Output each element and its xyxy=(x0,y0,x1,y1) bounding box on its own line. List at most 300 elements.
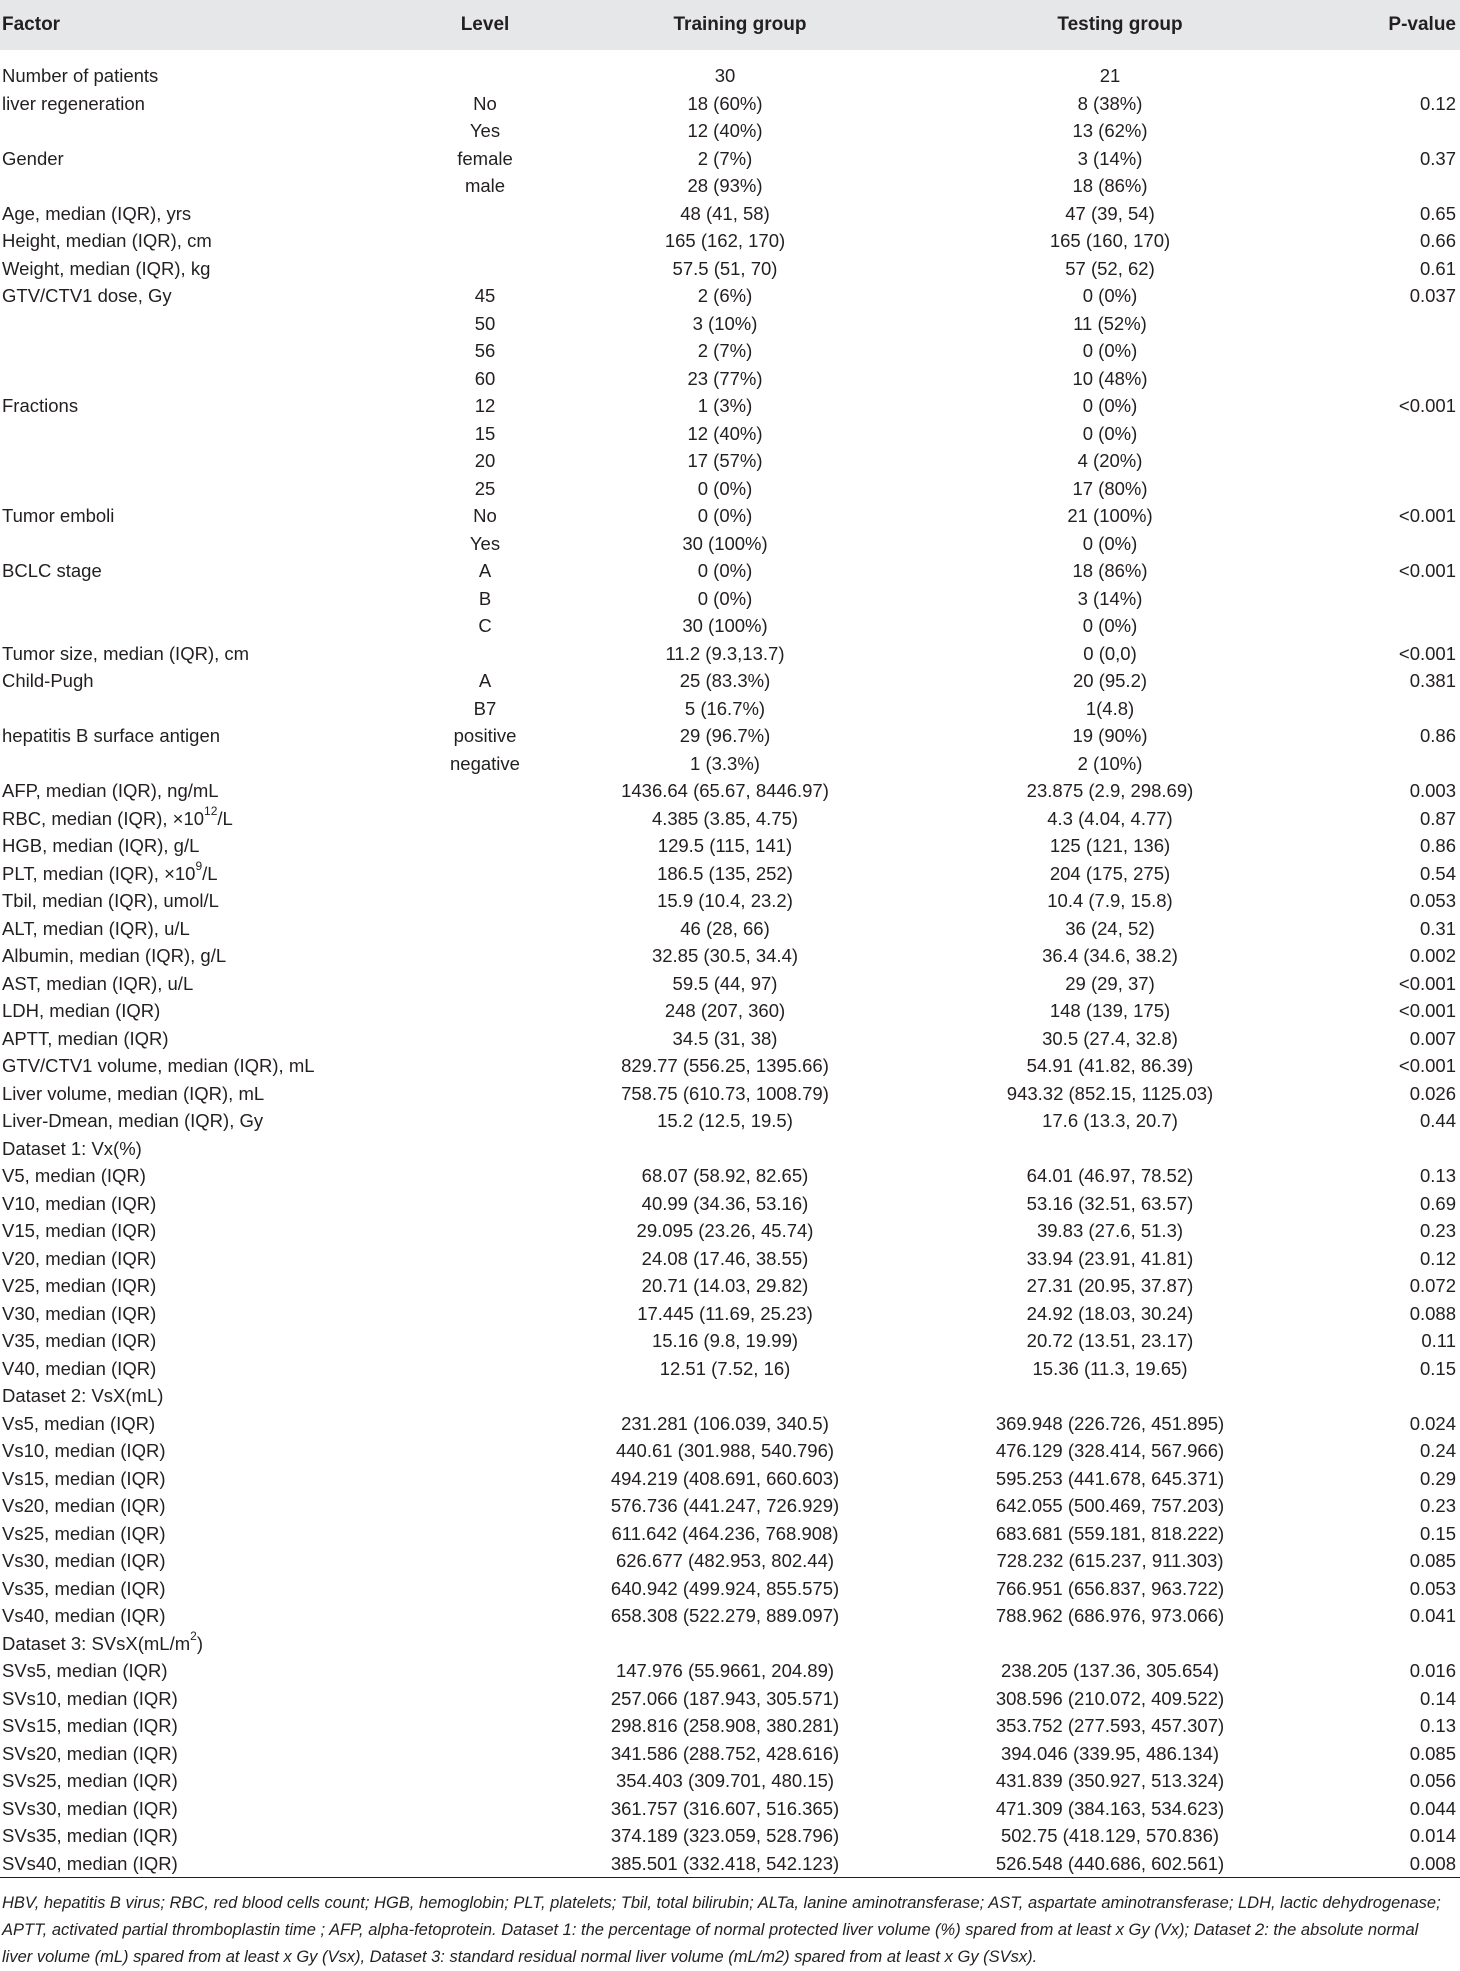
training-cell: 0 (0%) xyxy=(697,477,753,499)
factor-cell: Dataset 1: Vx(%) xyxy=(2,1137,142,1159)
training-cell: 40.99 (34.36, 53.16) xyxy=(641,1192,809,1214)
level-cell xyxy=(420,1052,550,1080)
testing-cell: 18 (86%) xyxy=(1072,175,1148,196)
level-cell xyxy=(420,1080,550,1108)
table-row xyxy=(0,227,1460,255)
p-value-cell: 0.87 xyxy=(1419,807,1456,829)
table-row xyxy=(0,1135,1460,1163)
testing-cell: 36.4 (34.6, 38.2) xyxy=(1042,945,1178,966)
p-value-cell: 0.072 xyxy=(1409,1275,1456,1296)
factor-unit: /L xyxy=(202,862,218,884)
factor-cell: SVs30, median (IQR) xyxy=(2,1797,178,1819)
level-cell xyxy=(420,1657,550,1685)
level-cell xyxy=(420,1547,550,1575)
testing-cell: 431.839 (350.927, 513.324) xyxy=(995,1770,1225,1791)
training-cell: 231.281 (106.039, 340.5) xyxy=(621,1412,829,1434)
p-value-cell: 0.69 xyxy=(1419,1192,1456,1214)
training-cell xyxy=(550,1135,930,1163)
table-row xyxy=(0,117,1460,145)
testing-cell: 15.36 (11.3, 19.65) xyxy=(1032,1357,1188,1379)
level-cell xyxy=(420,1795,550,1823)
superscript: 2 xyxy=(190,1628,197,1643)
factor-cell: Tumor size, median (IQR), cm xyxy=(2,642,250,664)
testing-cell: 21 xyxy=(1099,65,1121,86)
factor-cell: Vs35, median (IQR) xyxy=(2,1577,166,1599)
testing-cell: 18 (86%) xyxy=(1072,560,1148,581)
testing-cell: 788.962 (686.976, 973.066) xyxy=(995,1605,1225,1626)
testing-cell: 0 (0%) xyxy=(1082,615,1138,636)
factor-cell: ALT, median (IQR), u/L xyxy=(2,917,190,939)
p-value-cell: 0.088 xyxy=(1409,1302,1456,1324)
factor-cell: V15, median (IQR) xyxy=(2,1220,157,1241)
table-row xyxy=(0,1052,1460,1080)
p-value-cell: 0.24 xyxy=(1419,1440,1456,1461)
p-value-cell: <0.001 xyxy=(1398,1000,1456,1021)
level-cell: 60 xyxy=(474,367,496,389)
superscript: 9 xyxy=(195,858,203,873)
level-cell: B7 xyxy=(473,697,497,719)
table-row xyxy=(0,172,1460,200)
level-cell xyxy=(420,1025,550,1053)
factor-unit: /L xyxy=(217,807,233,829)
factor-cell: V25, median (IQR) xyxy=(2,1275,157,1296)
table-row xyxy=(0,1822,1460,1850)
factor-cell: SVs10, median (IQR) xyxy=(2,1687,178,1709)
factor-label: RBC, median (IQR), ×10 xyxy=(2,807,205,829)
p-value-cell xyxy=(1310,530,1460,558)
table-row xyxy=(0,1602,1460,1630)
factor-cell: Child-Pugh xyxy=(2,670,94,691)
table-row xyxy=(0,1437,1460,1465)
table-row xyxy=(0,1767,1460,1795)
level-cell xyxy=(420,887,550,915)
factor-unit: ) xyxy=(196,1632,204,1654)
level-cell xyxy=(420,255,550,283)
p-value-cell xyxy=(1310,695,1460,723)
training-cell: 1 (3.3%) xyxy=(690,752,760,774)
training-cell: 611.642 (464.236, 768.908) xyxy=(611,1522,839,1544)
table-row xyxy=(0,1657,1460,1685)
table-row xyxy=(0,1245,1460,1273)
factor-cell xyxy=(0,860,420,888)
factor-cell: Vs25, median (IQR) xyxy=(2,1522,166,1544)
level-cell xyxy=(420,1437,550,1465)
level-cell xyxy=(420,1630,550,1658)
testing-cell: 308.596 (210.072, 409.522) xyxy=(995,1687,1225,1709)
p-value-cell: 0.14 xyxy=(1419,1687,1456,1709)
testing-cell: 17.6 (13.3, 20.7) xyxy=(1042,1110,1178,1131)
testing-cell: 476.129 (328.414, 567.966) xyxy=(995,1440,1225,1461)
table-footnote: HBV, hepatitis B virus; RBC, red blood cells count; HGB, hemoglobin; PLT, platelets; Tbil, total bilirubin; ALTa, lanine aminotransferase; AST, aspartate aminotransferase; LDH, lactic dehydrogenase; APTT, activated partial thromboplastin time ; AFP, alpha-fetoprotein. Dataset 1: the percentage of normal protected liver volume (%) spared from at least x Gy (Vx); Dataset 2: the absolute normal liver volume (mL) spared from at least x Gy (Vsx), Dataset 3: standard residual normal liver volume (mL/m2) spared from at least x Gy (SVsx). xyxy=(2,1894,1441,1966)
factor-cell xyxy=(0,117,420,145)
table-row xyxy=(0,1217,1460,1245)
level-cell: 12 xyxy=(474,395,496,416)
table-row xyxy=(0,420,1460,448)
factor-cell: Albumin, median (IQR), g/L xyxy=(2,945,227,966)
level-cell xyxy=(420,1740,550,1768)
factor-cell xyxy=(0,475,420,503)
training-cell: 165 (162, 170) xyxy=(664,230,786,251)
training-cell: 385.501 (332.418, 542.123) xyxy=(550,1850,930,1878)
training-cell: 2 (6%) xyxy=(697,285,753,306)
factor-cell xyxy=(0,310,420,338)
level-cell xyxy=(420,1712,550,1740)
table-row xyxy=(0,1107,1460,1135)
table-row xyxy=(0,777,1460,805)
training-cell: 257.066 (187.943, 305.571) xyxy=(610,1687,840,1709)
table-row xyxy=(0,640,1460,668)
factor-cell: hepatitis B surface antigen xyxy=(2,725,221,746)
level-cell xyxy=(420,915,550,943)
table-body xyxy=(0,50,1460,1878)
testing-cell xyxy=(930,1630,1310,1658)
p-value-cell: 0.23 xyxy=(1419,1495,1456,1516)
level-cell: Yes xyxy=(469,532,501,554)
p-value-cell: 0.041 xyxy=(1409,1605,1456,1626)
factor-cell: BCLC stage xyxy=(2,560,102,581)
p-value-cell: 0.86 xyxy=(1419,725,1456,746)
factor-cell xyxy=(0,337,420,365)
testing-cell: 57 (52, 62) xyxy=(1065,257,1155,279)
level-cell xyxy=(420,1300,550,1328)
p-value-cell: 0.053 xyxy=(1409,1577,1456,1599)
factor-cell: SVs20, median (IQR) xyxy=(2,1742,178,1764)
table-row xyxy=(0,1712,1460,1740)
factor-cell: APTT, median (IQR) xyxy=(2,1027,169,1049)
testing-cell: 8 (38%) xyxy=(1077,92,1143,114)
level-cell: female xyxy=(457,147,513,169)
p-value-cell: 0.044 xyxy=(1409,1797,1456,1819)
training-cell: 12 (40%) xyxy=(687,120,763,141)
training-cell: 494.219 (408.691, 660.603) xyxy=(610,1467,840,1489)
factor-cell: Weight, median (IQR), kg xyxy=(2,257,211,279)
testing-cell: 13 (62%) xyxy=(1072,120,1148,141)
level-cell xyxy=(420,1355,550,1383)
testing-cell: 53.16 (32.51, 63.57) xyxy=(1026,1192,1194,1214)
level-cell xyxy=(420,1245,550,1273)
table-row xyxy=(0,832,1460,860)
factor-cell: Vs15, median (IQR) xyxy=(2,1467,166,1489)
testing-cell: 2 (10%) xyxy=(1077,752,1143,774)
p-value-cell xyxy=(1310,475,1460,503)
testing-cell: 47 (39, 54) xyxy=(1065,202,1155,224)
factor-cell: V5, median (IQR) xyxy=(2,1165,146,1186)
testing-cell: 1(4.8) xyxy=(1085,697,1135,719)
testing-cell: 11 (52%) xyxy=(1073,312,1147,334)
factor-cell: Age, median (IQR), yrs xyxy=(2,202,192,224)
testing-cell: 766.951 (656.837, 963.722) xyxy=(995,1577,1225,1599)
p-value-cell: <0.001 xyxy=(1398,505,1456,526)
table-row xyxy=(0,695,1460,723)
table-row xyxy=(0,392,1460,420)
training-cell: 248 (207, 360) xyxy=(664,1000,786,1021)
training-cell: 2 (7%) xyxy=(697,147,753,169)
table-row xyxy=(0,860,1460,888)
testing-cell: 4 (20%) xyxy=(1077,450,1143,471)
testing-cell: 394.046 (339.95, 486.134) xyxy=(1000,1742,1220,1764)
level-cell xyxy=(420,1822,550,1850)
training-cell: 30 (100%) xyxy=(682,532,768,554)
training-cell: 0 (0%) xyxy=(697,560,753,581)
factor-cell: GTV/CTV1 volume, median (IQR), mL xyxy=(2,1055,315,1076)
p-value-cell: 0.15 xyxy=(1419,1522,1456,1544)
p-value-cell: 0.13 xyxy=(1419,1165,1456,1186)
factor-cell xyxy=(0,172,420,200)
p-value-cell: 0.86 xyxy=(1419,835,1456,856)
training-cell xyxy=(550,1630,930,1658)
factor-label: PLT, median (IQR), ×10 xyxy=(2,862,196,884)
training-cell: 17.445 (11.69, 25.23) xyxy=(637,1302,813,1324)
level-cell xyxy=(420,832,550,860)
level-cell xyxy=(420,50,550,90)
p-value-cell: 0.008 xyxy=(1310,1850,1460,1878)
table-row xyxy=(0,1162,1460,1190)
p-value-cell xyxy=(1310,337,1460,365)
testing-cell: 683.681 (559.181, 818.222) xyxy=(995,1522,1225,1544)
level-cell xyxy=(420,1492,550,1520)
table-row xyxy=(0,1630,1460,1658)
level-cell: 50 xyxy=(474,312,496,334)
factor-cell xyxy=(0,805,420,833)
header-factor: Factor xyxy=(2,14,61,35)
level-cell xyxy=(420,1465,550,1493)
level-cell xyxy=(420,1272,550,1300)
testing-cell: 238.205 (137.36, 305.654) xyxy=(1000,1660,1220,1681)
level-cell xyxy=(420,1520,550,1548)
p-value-cell: 0.11 xyxy=(1421,1330,1456,1351)
testing-cell: 943.32 (852.15, 1125.03) xyxy=(1006,1082,1214,1104)
level-cell: 25 xyxy=(474,477,496,499)
table-row xyxy=(0,145,1460,173)
factor-cell: Vs10, median (IQR) xyxy=(2,1440,166,1461)
level-cell xyxy=(420,1162,550,1190)
training-cell: 30 (100%) xyxy=(682,615,768,636)
p-value-cell xyxy=(1310,117,1460,145)
training-cell: 658.308 (522.279, 889.097) xyxy=(610,1605,840,1626)
p-value-cell: 0.44 xyxy=(1419,1110,1456,1131)
training-cell: 576.736 (441.247, 726.929) xyxy=(610,1495,840,1516)
table-row xyxy=(0,1492,1460,1520)
training-cell: 59.5 (44, 97) xyxy=(672,972,778,994)
p-value-cell: 0.12 xyxy=(1419,92,1456,114)
training-cell: 374.189 (323.059, 528.796) xyxy=(610,1825,840,1846)
factor-cell: Vs5, median (IQR) xyxy=(2,1412,156,1434)
p-value-cell xyxy=(1310,172,1460,200)
table-row xyxy=(0,1080,1460,1108)
level-cell xyxy=(420,1135,550,1163)
training-cell: 18 (60%) xyxy=(687,92,763,114)
header-testing-group: Testing group xyxy=(1057,14,1183,35)
table-row xyxy=(0,1465,1460,1493)
table-row xyxy=(0,310,1460,338)
training-cell: 57.5 (51, 70) xyxy=(672,257,778,279)
table-row xyxy=(0,1300,1460,1328)
training-cell: 23 (77%) xyxy=(687,367,763,389)
p-value-cell: 0.003 xyxy=(1409,780,1456,801)
training-cell: 12.51 (7.52, 16) xyxy=(659,1357,791,1379)
table-row xyxy=(0,1575,1460,1603)
level-cell xyxy=(420,970,550,998)
table-row xyxy=(0,1410,1460,1438)
training-cell: 1 (3%) xyxy=(697,395,753,416)
factor-cell: Vs30, median (IQR) xyxy=(2,1550,166,1571)
p-value-cell: 0.037 xyxy=(1409,285,1456,306)
training-cell: 24.08 (17.46, 38.55) xyxy=(641,1247,809,1269)
factor-cell xyxy=(0,612,420,640)
p-value-cell: 0.31 xyxy=(1419,917,1456,939)
testing-cell: 36 (24, 52) xyxy=(1065,917,1155,939)
table-row xyxy=(0,337,1460,365)
testing-cell: 29 (29, 37) xyxy=(1065,972,1155,994)
testing-cell: 369.948 (226.726, 451.895) xyxy=(995,1412,1225,1434)
table-row xyxy=(0,475,1460,503)
p-value-cell: 0.085 xyxy=(1409,1550,1456,1571)
factor-cell: Gender xyxy=(2,147,64,169)
p-value-cell: <0.001 xyxy=(1398,972,1456,994)
level-cell: 45 xyxy=(474,285,496,306)
training-cell: 129.5 (115, 141) xyxy=(657,835,793,856)
factor-cell: Height, median (IQR), cm xyxy=(2,230,212,251)
testing-cell: 148 (139, 175) xyxy=(1049,1000,1171,1021)
level-cell: Yes xyxy=(469,120,501,141)
level-cell xyxy=(420,1575,550,1603)
training-cell: 48 (41, 58) xyxy=(680,202,770,224)
table-header-row xyxy=(0,0,1460,50)
p-value-cell xyxy=(1310,310,1460,338)
p-value-cell: 0.13 xyxy=(1419,1715,1456,1736)
training-cell: 12 (40%) xyxy=(687,422,763,444)
factor-cell xyxy=(0,447,420,475)
factor-cell: V30, median (IQR) xyxy=(2,1302,157,1324)
factor-cell xyxy=(0,420,420,448)
testing-cell: 10 (48%) xyxy=(1072,367,1148,389)
p-value-cell: <0.001 xyxy=(1398,395,1456,416)
level-cell xyxy=(420,860,550,888)
factor-cell: V35, median (IQR) xyxy=(2,1330,157,1351)
level-cell xyxy=(420,1107,550,1135)
p-value-cell: 0.016 xyxy=(1409,1660,1456,1681)
factor-cell: SVs40, median (IQR) xyxy=(0,1850,420,1878)
training-cell: 30 xyxy=(714,65,736,86)
factor-cell: Liver volume, median (IQR), mL xyxy=(2,1082,265,1104)
testing-cell: 0 (0%) xyxy=(1082,395,1138,416)
factor-cell xyxy=(0,750,420,778)
table-row xyxy=(0,585,1460,613)
p-value-cell: <0.001 xyxy=(1398,560,1456,581)
training-cell: 440.61 (301.988, 540.796) xyxy=(615,1440,835,1461)
level-cell xyxy=(420,227,550,255)
level-cell: male xyxy=(464,175,506,196)
p-value-cell: 0.23 xyxy=(1419,1220,1456,1241)
table-row xyxy=(0,1685,1460,1713)
level-cell xyxy=(420,777,550,805)
testing-cell: 526.548 (440.686, 602.561) xyxy=(930,1850,1310,1878)
superscript: 12 xyxy=(204,803,218,818)
p-value-cell: 0.381 xyxy=(1409,670,1456,691)
p-value-cell: 0.15 xyxy=(1419,1357,1456,1379)
table-row xyxy=(0,612,1460,640)
training-cell: 298.816 (258.908, 380.281) xyxy=(610,1715,840,1736)
training-cell: 32.85 (30.5, 34.4) xyxy=(651,945,799,966)
testing-cell: 0 (0%) xyxy=(1082,532,1138,554)
table-row xyxy=(0,530,1460,558)
p-value-cell xyxy=(1310,447,1460,475)
table-row xyxy=(0,1190,1460,1218)
p-value-cell: <0.001 xyxy=(1398,642,1456,664)
training-cell: 186.5 (135, 252) xyxy=(657,862,793,884)
training-cell: 28 (93%) xyxy=(687,175,763,196)
table-row xyxy=(0,365,1460,393)
level-cell: positive xyxy=(453,725,517,746)
training-cell: 354.403 (309.701, 480.15) xyxy=(615,1770,835,1791)
level-cell: A xyxy=(478,670,492,691)
training-cell: 4.385 (3.85, 4.75) xyxy=(651,807,799,829)
p-value-cell: 0.12 xyxy=(1419,1247,1456,1269)
p-value-cell: 0.007 xyxy=(1409,1027,1456,1049)
table-row xyxy=(0,1382,1460,1410)
testing-cell: 27.31 (20.95, 37.87) xyxy=(1026,1275,1194,1296)
training-cell: 34.5 (31, 38) xyxy=(672,1027,778,1049)
testing-cell: 54.91 (41.82, 86.39) xyxy=(1026,1055,1194,1076)
level-cell xyxy=(420,1190,550,1218)
p-value-cell: 0.053 xyxy=(1409,890,1456,911)
p-value-cell xyxy=(1310,585,1460,613)
testing-cell: 0 (0,0) xyxy=(1083,642,1137,664)
p-value-cell xyxy=(1310,365,1460,393)
table-row xyxy=(0,1520,1460,1548)
level-cell xyxy=(420,942,550,970)
factor-cell: Dataset 2: VsX(mL) xyxy=(2,1385,164,1406)
table-row xyxy=(0,1850,1460,1878)
training-cell: 829.77 (556.25, 1395.66) xyxy=(621,1055,829,1076)
testing-cell: 33.94 (23.91, 41.81) xyxy=(1026,1247,1194,1269)
testing-cell: 125 (121, 136) xyxy=(1049,835,1171,856)
table-row xyxy=(0,722,1460,750)
training-cell: 3 (10%) xyxy=(692,312,758,334)
testing-cell: 24.92 (18.03, 30.24) xyxy=(1026,1302,1194,1324)
table-row xyxy=(0,200,1460,228)
factor-cell xyxy=(0,1630,420,1658)
training-cell: 640.942 (499.924, 855.575) xyxy=(610,1577,840,1599)
factor-cell: V10, median (IQR) xyxy=(2,1192,157,1214)
table-row xyxy=(0,970,1460,998)
table-row xyxy=(0,50,1460,90)
level-cell: No xyxy=(473,92,497,114)
factor-cell: LDH, median (IQR) xyxy=(2,1000,161,1021)
factor-cell: GTV/CTV1 dose, Gy xyxy=(2,285,172,306)
factor-cell: Tumor emboli xyxy=(2,505,115,526)
training-cell: 29 (96.7%) xyxy=(679,725,771,746)
p-value-cell xyxy=(1310,50,1460,90)
testing-cell: 39.83 (27.6, 51.3) xyxy=(1036,1220,1184,1241)
training-cell: 0 (0%) xyxy=(697,587,753,609)
testing-cell: 595.253 (441.678, 645.371) xyxy=(995,1467,1225,1489)
testing-cell: 4.3 (4.04, 4.77) xyxy=(1047,807,1173,829)
factor-cell xyxy=(0,365,420,393)
p-value-cell: 0.65 xyxy=(1419,202,1456,224)
factor-cell xyxy=(0,695,420,723)
table-row xyxy=(0,997,1460,1025)
level-cell: 56 xyxy=(474,340,496,361)
level-cell xyxy=(420,1850,550,1878)
p-value-cell xyxy=(1310,420,1460,448)
factor-cell: SVs15, median (IQR) xyxy=(2,1715,178,1736)
p-value-cell: 0.024 xyxy=(1409,1412,1456,1434)
testing-cell: 0 (0%) xyxy=(1082,422,1138,444)
p-value-cell xyxy=(1310,750,1460,778)
level-cell xyxy=(420,1217,550,1245)
factor-cell: liver regeneration xyxy=(2,92,145,114)
